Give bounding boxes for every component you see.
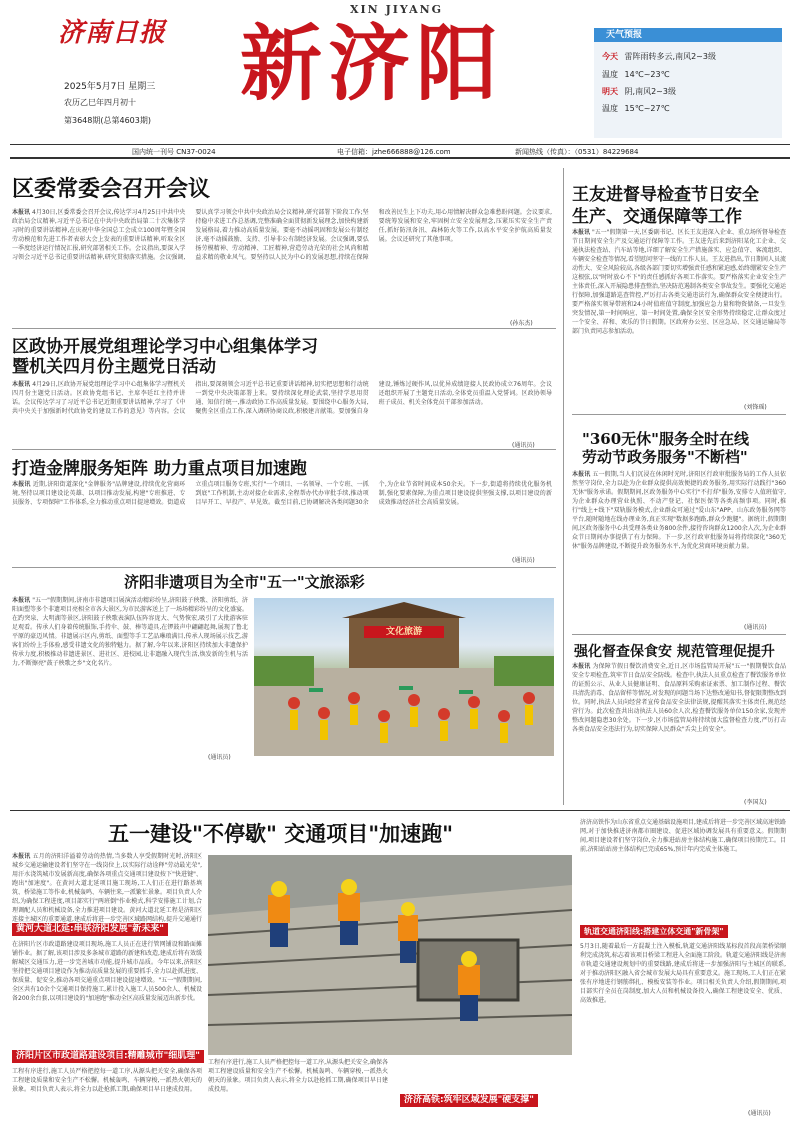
a8-byline: (通讯员) [748, 1110, 771, 1117]
a3-body [12, 480, 552, 552]
weather-today-temp [602, 69, 670, 80]
a8-body-left-3 [12, 1067, 202, 1117]
a8-text-right-2: 5月3日,随着最后一方混凝土注入模板,轨道交通济阳线某标段首段高架桥梁顺利完成浇筑,标志着该项目桥梁工程进入全面施工阶段。轨道交通济阳线是济南市轨道交通建设规划中的重要线路,建成后将进一步加强济阳与主城区的联系,对于推动济阳区融入省会城市发展大局具有重要意义。施工现场,工人们正在紧张有序地进行钢筋绑扎、模板安装等作业。项目相关负责人介绍,假期期间,项目部实行全员在岗制度,加大人员和机械设备投入,确保工程建设安全、优质、高效推进。 [580, 943, 786, 1004]
a4-text: "五一"假期期间,济南市非遗项目展演活动精彩纷呈,济阳鼓子秧歌、济阳剪纸、济阳面塑等多个非遗项目亮相全市各大景区,为市民游客送上了一场场精彩纷呈的文化盛宴。在趵突泉、大明湖等景区,济阳鼓子秧歌表演队伍阵容庞大、气势恢宏,吸引了大批游客驻足观看。传承人们身着传统服饰,手持伞、鼓、棒等道具,在锣鼓声中翩翩起舞,展现了鲁北平原的豪迈风情。非遗展示区内,剪纸、面塑等手工艺品琳琅满目,传承人现场展示技艺,游客们纷纷上手体验,感受非遗文化的独特魅力。据了解,今年以来,济阳区持续加大非遗保护传承力度,积极推动非遗进景区、进社区、进校园,让非遗融入现代生活,焕发新的生机与活力,不断擦亮"鼓子秧歌之乡"文化名片。 [12, 597, 248, 667]
a8-caption-4: 轨道交通济阳线:搭建立体交通"新骨架" [580, 925, 728, 938]
a3-lead: 本报讯 [12, 481, 31, 488]
a8-lead: 本报讯 [12, 853, 31, 860]
a4-headline: 济阳非遗项目为全市"五一"文旅添彩 [124, 573, 365, 591]
a3-byline: (通讯员) [512, 557, 535, 564]
cn-number: 国内统一刊号 CN37-0024 [132, 148, 216, 156]
email: 电子信箱：jzhe666888@126.com [337, 148, 451, 156]
a4-lead: 本报讯 [12, 597, 31, 604]
a8-photo [208, 855, 572, 1055]
a3-headline: 打造金牌服务矩阵 助力重点项目加速跑 [12, 459, 307, 479]
a5-text: "五一"假期第一天,区委副书记、区长王友进深入企业、重点场所督导检查节日期间安全生产及交通运行保障等工作。王友进先后来到济阳某化工企业、交通执法检查站、汽车站等地,详细了解安全生产措施落实、应急值守、客流组织、车辆安全检查等情况,看望慰问坚守一线的工作人员。王友进指出,节日期间人员流动性大、安全风险较高,各级各部门要切实增强责任感和紧迫感,始终绷紧安全生产这根弦,以"时时放心不下"的责任感抓好各项工作落实。要严格落实企业安全生产主体责任,深入开展隐患排查整治,坚决防范遏制各类安全事故发生。要强化交通运行保障,加强道路巡查管控,严厉打击各类交通违法行为,确保群众安全便捷出行。要严格落实领导带班和24小时值班值守制度,加强应急力量和物资储备,一旦发生突发情况,第一时间响应、第一时间处置,确保全区安全形势持续稳定,让群众度过一个安全、祥和、欢乐的节日假期。区政府办公室、区应急局、区交通运输局等部门负责同志参加活动。 [572, 229, 786, 335]
a2-byline: (通讯员) [512, 442, 535, 449]
a6-text: 五一假期,当人们沉浸在休闲时光时,济阳区行政审批服务局的工作人员依然坚守岗位,全力以赴为企业群众提供高效便捷的政务服务,用实际行动践行"360无休"服务承诺。假期期间,区政务服务中心实行"不打烊"服务,安排专人值班值守,为企业群众办理营业执照、不动产登记、社保医保等各类高频事项。同时,推行"线上+线下"双轨服务模式,企业群众可通过"爱山东"APP、山东政务服务网等平台,随时随地在线办理业务,真正实现"数据多跑路,群众少跑腿"。据统计,假期期间,区政务服务中心共受理各类业务800余件,接待咨询群众1200余人次,为企业群众节日期间办事提供了有力保障。下一步,区行政审批服务局将持续深化"360无休"服务品牌建设,不断提升政务服务水平,为优化营商环境贡献力量。 [572, 471, 786, 550]
a5-headline-line2: 生产、交通保障等工作 [572, 207, 742, 227]
a6-body [572, 470, 786, 620]
a8-body-left [12, 852, 202, 922]
weather-tomorrow-temp-value: 15℃~27℃ [624, 104, 670, 113]
a7-body [572, 662, 786, 802]
a8-photo-scene [208, 855, 572, 1055]
a1-headline: 区委常委会召开会议 [12, 176, 211, 202]
a1-body [12, 208, 552, 318]
weather-title: 天气预报 [606, 30, 643, 40]
weather-today [602, 51, 716, 62]
a8-text-right: 济济高铁作为山东省重点交通基础设施项目,建成后将进一步完善区域高速铁路网,对于加快推进济南都市圈建设、促进区域协调发展具有重要意义。假期期间,项目建设者们坚守岗位,全力推进站房主体结构施工,确保项目按期完工。目前,济阳站站房主体结构已完成65%,预计年内完成主体施工。 [580, 819, 786, 853]
weather-today-temp-label: 温度 [602, 70, 618, 79]
weather-tomorrow [602, 86, 676, 97]
a2-lead: 本报讯 [12, 381, 31, 388]
a7-byline: (李国友) [744, 799, 767, 806]
weather-tomorrow-label: 明天 [602, 87, 618, 96]
paper-logo: 济南日报 [58, 18, 167, 48]
a8-text: 五月的济阳洋溢着劳动的热情,当多数人享受假期时光时,济阳区城乡交通运输建设者们坚守在一线岗位上,以实际行动诠释"劳动最光荣",用汗水浇筑城市发展新高度,确保各项重点交通项目建设按下"快进键"、跑出"加速度"。在黄河大道北延项目施工现场,工人们正在进行路基填筑、桥梁施工等作业,机械轰鸣、车辆往来,一派繁忙景象。项目负责人介绍,为确保工程进度,项目部实行"两班倒"作业模式,科学安排施工计划,合理调配人员和机械设备,全力推进项目建设。黄河大道北延工程是济阳区连接主城区的重要通道,建成后将进一步完善区域路网结构,提升交通通行 [12, 853, 202, 922]
a8-text-mid: 工程有序进行,施工人员严格把控每一道工序,从源头把关安全,确保各项工程建设质量和安全生产不松懈。机械轰鸣、车辆穿梭,一派热火朝天的景象。项目负责人表示,将全力以赴抢抓工期,确保项目早日建成投用。 [208, 1059, 388, 1093]
a6-lead: 本报讯 [572, 471, 591, 478]
a8-caption-3: 济济高铁:筑牢区域发展"硬支撑" [400, 1094, 538, 1107]
a8-caption-1: 黄河大道北延:串联济阳发展"新未来" [12, 923, 168, 936]
hotline: 新闻热线（传真）：（0531）84229684 [515, 148, 639, 156]
weather-tomorrow-temp [602, 103, 670, 114]
a4-body [12, 596, 248, 754]
a5-headline-line1: 王友进督导检查节日安全 [572, 185, 759, 205]
a4-photo-sign: 文化旅游 [385, 627, 422, 637]
a6-headline-line1: "360无休"服务全时在线 [582, 430, 749, 448]
masthead-title: 新济阳 [240, 16, 505, 112]
lunar-date: 农历乙巳年四月初十 [64, 98, 136, 107]
a1-byline: (孙东杰) [510, 320, 533, 327]
weather-panel [594, 28, 782, 138]
a1-text: 4月30日,区委常委会召开会议,传达学习4月25日中共中央政治局会议精神,习近平总书记在中共中央政治局第二十次集体学习时的重要讲话精神,在庆祝中华全国总工会成立100周年暨全国劳动模范和先进工作者表彰大会上发表的重要讲话精神,听取全区一季度经济运行情况汇报,研究部署相关工作。会议指出,要深入学习领会习近平总书记重要讲话精神,研究贯彻落实措施。会议强调,要认真学习领会中共中央政治局会议精神,研究部署下阶段工作;坚持稳中求进工作总基调,完整准确全面贯彻新发展理念,加快构建新发展格局,着力推动高质量发展。要毫不动摇巩固和发展公有制经济,毫不动摇鼓励、支持、引导非公有制经济发展。会议强调,要弘扬劳模精神、劳动精神、工匠精神,营造劳动光荣的社会风尚和精益求精的敬业风气。要坚持以人民为中心的发展思想,持续在保障和改善民生上下功夫,用心用情解决群众急难愁盼问题。会议要求,要统筹发展和安全,牢固树立安全发展理念,压紧压实安全生产责任,抓好防汛备汛、森林防火等工作,以高水平安全护航高质量发展。会议还研究了其他事项。 [12, 209, 552, 261]
issue-date: 2025年5月7日 星期三 [64, 82, 156, 92]
a3-text: 近期,济阳街道深化"金牌服务"品牌建设,持续优化营商环境,坚持以项目建设论英雄、以项目推动发展,构建"专班推进、专员服务、专项保障"工作体系,全力推动重点项目提速增效。街道成立重点项目服务专班,实行"一个项目、一名领导、一个专班、一抓到底"工作机制,主动对接企业需求,全程帮办代办审批手续,推动项目早开工、早投产、早见效。截至目前,已协调解决各类问题30余个,为企业节省时间成本50余天。下一步,街道将持续优化服务机制,强化要素保障,为重点项目建设提供坚强支撑,以项目建设的新成效推动经济社会高质量发展。 [12, 481, 552, 506]
a8-caption-2: 济阳片区市政道路建设项目:精雕城市"细肌理" [12, 1050, 204, 1063]
a8-headline: 五一建设"不停歇" 交通项目"加速跑" [108, 821, 454, 846]
issue-number: 第3648期(总第4603期) [64, 116, 151, 125]
a6-byline: (通讯员) [744, 624, 767, 631]
a8-text-3: 工程有序进行,施工人员严格把控每一道工序,从源头把关安全,确保各项工程建设质量和安全生产不松懈。机械轰鸣、车辆穿梭,一派热火朝天的景象。项目负责人表示,将全力以赴抢抓工期,确保项目早日建成投用。 [12, 1068, 202, 1093]
a8-body-mid [208, 1058, 388, 1116]
a5-lead: 本报讯 [572, 229, 591, 236]
a8-body-left-2 [12, 940, 202, 1048]
a1-lead: 本报讯 [12, 209, 31, 216]
a6-headline-line2: 劳动节政务服务"不断档" [582, 448, 748, 466]
weather-tomorrow-temp-label: 温度 [602, 104, 618, 113]
a8-body-right-2 [580, 942, 786, 1107]
title-pinyin: XIN JIYANG [350, 3, 444, 16]
a8-text-2: 在济阳片区市政道路建设项目现场,施工人员正在进行管网铺设和路面摊铺作业。据了解,该项目涉及多条城市道路的新建和改造,建成后将有效缓解城区交通压力,进一步完善城市功能,提升城市品质。今年以来,济阳区坚持把交通项目建设作为推动高质量发展的重要抓手,全力以赴抓进度、保质量、促安全,推动各项交通重点项目建设提速增效。"五一"假期期间,全区共有10余个交通项目保持施工,累计投入施工人员500余人、机械设备200余台套,以项目建设的"加速跑"推动全区高质量发展迈出新步伐。 [12, 941, 202, 1002]
a2-headline-line2: 暨机关四月份主题党日活动 [12, 357, 216, 377]
a4-photo-scene [254, 598, 554, 756]
a7-lead: 本报讯 [572, 663, 591, 670]
weather-tomorrow-desc: 阴,南风2~3级 [624, 87, 676, 96]
a8-body-right [580, 818, 786, 922]
a5-byline: (刘锋瑶) [744, 404, 767, 411]
weather-today-desc: 雷阵雨转多云,南风2~3级 [624, 52, 716, 61]
weather-today-temp-value: 14℃~23℃ [624, 70, 670, 79]
a7-text: 为保障节假日餐饮消费安全,近日,区市场监管局开展"五一"假期餐饮食品安全专项检查,筑牢节日食品安全防线。检查中,执法人员重点检查了餐饮服务单位的证照公示、从业人员健康证明、食品原料采购索证索票、加工制作过程、餐饮具清洗消毒、食品留样等情况,对发现的问题当场下达整改通知书,督促限期整改到位。同时,执法人员向经营者宣传食品安全法律法规,提醒其落实主体责任,规范经营行为。此次检查共出动执法人员60余人次,检查餐饮服务单位150余家,发现并整改问题隐患30余处。下一步,区市场监管局将持续加大监督检查力度,严厉打击各类食品安全违法行为,切实保障人民群众"舌尖上的安全"。 [572, 663, 786, 733]
a5-body [572, 228, 786, 400]
a4-photo [254, 598, 554, 756]
a7-headline: 强化督查保食安 规范管理促提升 [574, 644, 775, 660]
a2-body [12, 380, 552, 440]
weather-today-label: 今天 [602, 52, 618, 61]
a2-text: 4月29日,区政协开展党组理论学习中心组集体学习暨机关四月份主题党日活动。区政协党组书记、主席李廷红主持并讲话。会议传达学习了习近平总书记近期重要讲话精神,学习了《中共中央关于加强新时代政协党的建设工作的意见》等内容。会议指出,要深刻领会习近平总书记重要讲话精神,切实把思想和行动统一到党中央决策部署上来。要持续深化理论武装,坚持学思用贯通、知信行统一,推动政协工作高质量发展。要围绕中心服务大局,聚焦全区重点工作,深入调研协商议政,积极建言献策。要加强自身建设,锤炼过硬作风,以优异成绩迎接人民政协成立76周年。会议还组织开展了主题党日活动,全体党员重温入党誓词。区政协领导班子成员、机关全体党员干部参加活动。 [12, 381, 552, 415]
a2-headline-line1: 区政协开展党组理论学习中心组集体学习 [12, 337, 318, 357]
a4-byline: (通讯员) [208, 754, 231, 761]
